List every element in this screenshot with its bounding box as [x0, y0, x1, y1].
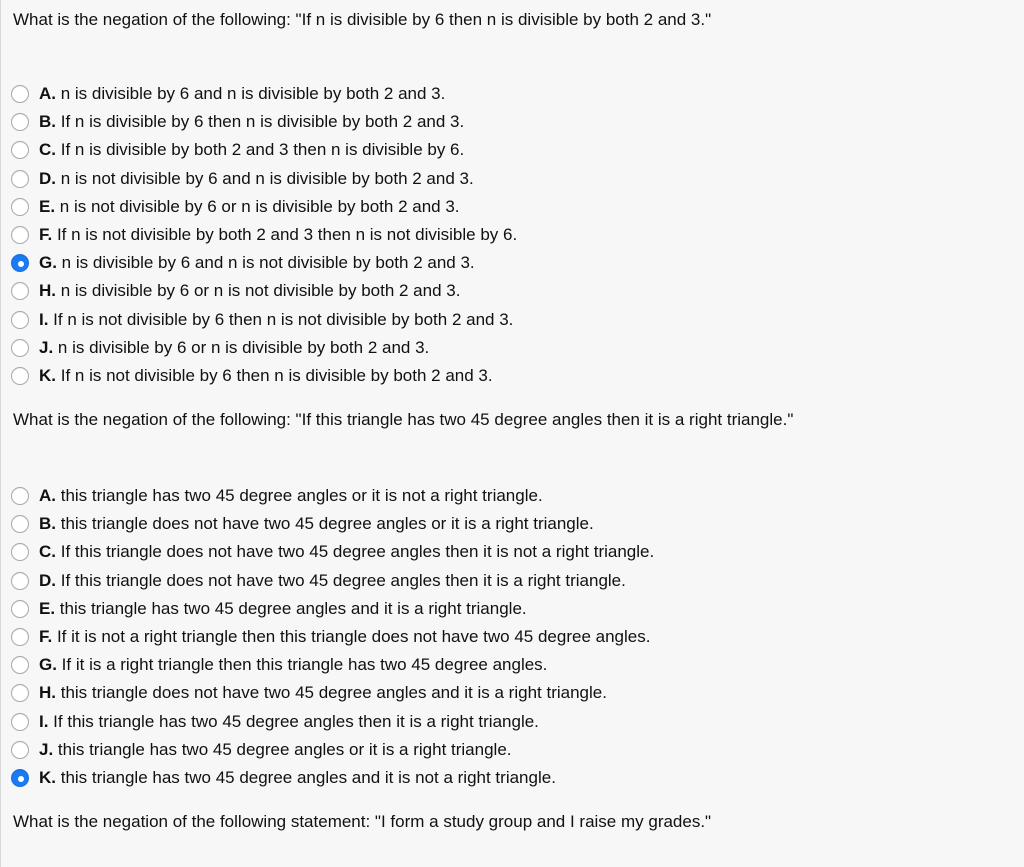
- radio-button-selected[interactable]: [11, 254, 29, 272]
- option-letter: H.: [39, 281, 56, 301]
- option-label: [39, 542, 654, 562]
- option-q1-f[interactable]: [11, 221, 517, 249]
- option-label: [39, 599, 527, 619]
- option-letter: B.: [39, 112, 56, 132]
- option-label: [39, 768, 556, 788]
- option-q1-h[interactable]: [11, 277, 517, 305]
- radio-button[interactable]: [11, 628, 29, 646]
- option-letter: G.: [39, 655, 57, 675]
- option-letter: E.: [39, 196, 56, 216]
- option-label: [39, 253, 475, 273]
- radio-button[interactable]: [11, 113, 29, 131]
- option-label: [39, 366, 493, 386]
- option-q2-h[interactable]: [11, 679, 654, 707]
- option-q2-j[interactable]: [11, 736, 654, 764]
- option-label: [39, 84, 445, 104]
- radio-button[interactable]: [11, 741, 29, 759]
- option-q2-b[interactable]: [11, 510, 654, 538]
- option-label: [39, 683, 607, 703]
- option-text: this triangle does not have two 45 degree angles or it is a right triangle.: [56, 514, 594, 534]
- option-q1-k[interactable]: [11, 362, 517, 390]
- option-text: this triangle has two 45 degree angles and it is not a right triangle.: [56, 767, 556, 787]
- option-q1-a[interactable]: [11, 80, 517, 108]
- radio-button[interactable]: [11, 311, 29, 329]
- radio-button[interactable]: [11, 600, 29, 618]
- option-text: If n is divisible by both 2 and 3 then n is divisible by 6.: [56, 140, 465, 160]
- option-letter: G.: [39, 253, 57, 273]
- option-letter: B.: [39, 514, 56, 534]
- option-letter: J.: [39, 739, 54, 759]
- question-3-prompt: What is the negation of the following statement: "I form a study group and I raise my grades.": [13, 812, 712, 831]
- radio-button[interactable]: [11, 656, 29, 674]
- option-label: [39, 281, 460, 301]
- question-1-options: [11, 80, 517, 390]
- option-text: n is divisible by 6 and n is divisible by both 2 and 3.: [56, 84, 446, 104]
- option-text: this triangle has two 45 degree angles or it is not a right triangle.: [56, 486, 543, 506]
- option-q2-i[interactable]: [11, 708, 654, 736]
- option-label: [39, 571, 626, 591]
- question-2-prompt: What is the negation of the following: "If this triangle has two 45 degree angles then it is a right triangle.": [13, 410, 794, 429]
- option-q1-j[interactable]: [11, 334, 517, 362]
- radio-button[interactable]: [11, 543, 29, 561]
- question-1-prompt: What is the negation of the following: "If n is divisible by 6 then n is divisible by both 2 and 3.": [13, 10, 712, 29]
- option-letter: K.: [39, 365, 56, 385]
- option-text: If n is divisible by 6 then n is divisible by both 2 and 3.: [56, 112, 465, 132]
- radio-button[interactable]: [11, 198, 29, 216]
- option-q1-i[interactable]: [11, 306, 517, 334]
- option-text: If it is a right triangle then this triangle has two 45 degree angles.: [56, 655, 548, 675]
- option-text: n is divisible by 6 and n is not divisible by both 2 and 3.: [56, 253, 475, 273]
- radio-button[interactable]: [11, 141, 29, 159]
- question-2-options: [11, 482, 654, 792]
- option-label: [39, 655, 547, 675]
- option-letter: C.: [39, 140, 56, 160]
- option-text: n is not divisible by 6 and n is divisible by both 2 and 3.: [56, 168, 474, 188]
- option-q1-c[interactable]: [11, 136, 517, 164]
- option-q2-f[interactable]: [11, 623, 654, 651]
- option-text: n is divisible by 6 or n is divisible by both 2 and 3.: [53, 337, 430, 357]
- option-text: n is divisible by 6 or n is not divisible by both 2 and 3.: [56, 281, 461, 301]
- option-letter: H.: [39, 683, 56, 703]
- radio-button-selected[interactable]: [11, 769, 29, 787]
- option-text: If n is not divisible by 6 then n is not divisible by both 2 and 3.: [48, 309, 514, 329]
- option-text: this triangle has two 45 degree angles and it is a right triangle.: [55, 598, 527, 618]
- radio-button[interactable]: [11, 487, 29, 505]
- option-label: [39, 712, 539, 732]
- radio-button[interactable]: [11, 226, 29, 244]
- option-text: If this triangle does not have two 45 degree angles then it is a right triangle.: [56, 570, 626, 590]
- option-letter: A.: [39, 486, 56, 506]
- option-label: [39, 197, 460, 217]
- option-label: [39, 338, 429, 358]
- option-label: [39, 627, 650, 647]
- option-text: this triangle does not have two 45 degree angles and it is a right triangle.: [56, 683, 607, 703]
- radio-button[interactable]: [11, 515, 29, 533]
- radio-button[interactable]: [11, 339, 29, 357]
- option-text: If n is not divisible by both 2 and 3 then n is not divisible by 6.: [52, 225, 518, 245]
- option-letter: I.: [39, 309, 49, 329]
- radio-button[interactable]: [11, 684, 29, 702]
- option-q1-b[interactable]: [11, 108, 517, 136]
- option-text: this triangle has two 45 degree angles or it is a right triangle.: [53, 739, 512, 759]
- option-text: If it is not a right triangle then this triangle does not have two 45 degree angles.: [52, 627, 651, 647]
- option-letter: A.: [39, 84, 56, 104]
- option-q1-e[interactable]: [11, 193, 517, 221]
- option-text: If this triangle has two 45 degree angles then it is a right triangle.: [48, 711, 539, 731]
- option-letter: E.: [39, 598, 56, 618]
- option-label: [39, 486, 543, 506]
- option-label: [39, 140, 464, 160]
- option-q2-g[interactable]: [11, 651, 654, 679]
- option-letter: F.: [39, 627, 53, 647]
- option-q2-c[interactable]: [11, 538, 654, 566]
- option-label: [39, 225, 517, 245]
- option-label: [39, 310, 513, 330]
- radio-button[interactable]: [11, 170, 29, 188]
- option-text: n is not divisible by 6 or n is divisible by both 2 and 3.: [55, 196, 460, 216]
- option-letter: D.: [39, 168, 56, 188]
- option-q2-d[interactable]: [11, 567, 654, 595]
- option-letter: K.: [39, 767, 56, 787]
- option-letter: C.: [39, 542, 56, 562]
- radio-button[interactable]: [11, 713, 29, 731]
- option-label: [39, 112, 464, 132]
- radio-button[interactable]: [11, 572, 29, 590]
- option-letter: D.: [39, 570, 56, 590]
- option-q2-a[interactable]: [11, 482, 654, 510]
- option-label: [39, 740, 512, 760]
- radio-button[interactable]: [11, 282, 29, 300]
- option-q2-k[interactable]: [11, 764, 654, 792]
- option-label: [39, 514, 594, 534]
- option-q1-g[interactable]: [11, 249, 517, 277]
- option-q2-e[interactable]: [11, 595, 654, 623]
- option-q1-d[interactable]: [11, 165, 517, 193]
- option-label: [39, 169, 474, 189]
- option-text: If this triangle does not have two 45 degree angles then it is not a right triangle.: [56, 542, 655, 562]
- radio-button[interactable]: [11, 85, 29, 103]
- radio-button[interactable]: [11, 367, 29, 385]
- option-letter: J.: [39, 337, 54, 357]
- option-letter: F.: [39, 225, 53, 245]
- option-text: If n is not divisible by 6 then n is divisible by both 2 and 3.: [56, 365, 493, 385]
- option-letter: I.: [39, 711, 49, 731]
